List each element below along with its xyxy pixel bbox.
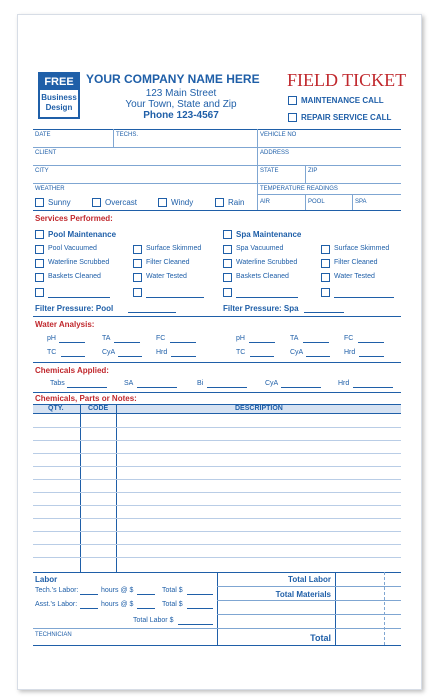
divider [33,392,401,393]
zip-field[interactable]: ZIP [308,168,318,174]
company-street: 123 Main Street [145,88,217,99]
custom-service-line[interactable] [48,297,110,298]
address-field[interactable]: ADDRESS [260,150,290,156]
filter-pressure-pool-input[interactable] [128,312,176,313]
logo-top-text: FREE [40,74,78,90]
maintenance-call-label: MAINTENANCE CALL [301,96,384,105]
table-row[interactable] [33,453,401,454]
spa-hrd-input[interactable] [359,356,384,357]
divider [335,572,336,645]
assts-total-label: Total $ [162,601,183,608]
pool-fc-input[interactable] [170,342,196,343]
spa-ph-label: pH [236,335,245,342]
divider [217,586,401,587]
divider [33,183,401,184]
service-checkbox[interactable] [133,259,142,268]
company-phone: Phone 123-4567 [143,110,219,121]
company-name: YOUR COMPANY NAME HERE [86,72,260,86]
pool-cya-label: CyA [102,349,116,356]
pool-hrd-input[interactable] [171,356,196,357]
spa-maintenance-checkbox[interactable] [223,230,232,239]
repair-call-label: REPAIR SERVICE CALL [301,113,392,122]
table-row[interactable] [33,466,401,467]
service-checkbox[interactable] [223,273,232,282]
spa-ph-input[interactable] [249,342,275,343]
weather-sunny-label: Sunny [48,198,71,207]
spa-cya-input[interactable] [306,356,330,357]
col-code-header: CODE [88,405,109,412]
chem-cya-label: CyA [265,380,279,387]
table-row[interactable] [33,427,401,428]
weather-overcast-label: Overcast [105,198,138,207]
spa-maintenance-label: Spa Maintenance [236,230,302,239]
spa-cya-label: CyA [290,349,304,356]
service-label: Water Tested [334,273,375,280]
divider [217,628,401,629]
pool-temp-field[interactable]: POOL [308,199,325,205]
weather-rain-checkbox[interactable] [215,198,224,207]
techs-hours-input[interactable] [80,594,98,595]
service-checkbox[interactable] [35,245,44,254]
total-labor-line-label: Total Labor $ [133,617,174,624]
table-row[interactable] [33,492,401,493]
divider [305,165,306,183]
chem-hrd-label: Hrd [338,380,350,387]
techs-total-input[interactable] [187,594,213,595]
table-row[interactable] [33,544,401,545]
city-field[interactable]: CITY [35,168,49,174]
vehicle-no-field[interactable]: VEHICLE NO [260,132,297,138]
assts-hours-label: hours @ $ [101,601,134,608]
service-label: Spa Vacuumed [236,245,284,252]
page-title: FIELD TICKET [287,70,407,90]
labor-heading: Labor [35,575,58,584]
techs-rate-input[interactable] [137,594,155,595]
custom-service-checkbox[interactable] [223,288,232,297]
pool-ta-input[interactable] [114,342,140,343]
divider [33,147,401,148]
chem-sa-label: SA [124,380,134,387]
pool-maintenance-label: Pool Maintenance [48,230,117,239]
logo-line-2: Design [45,103,73,112]
weather-windy-checkbox[interactable] [158,198,167,207]
chem-hrd-input[interactable] [353,387,393,388]
technician-signature-field[interactable]: TECHNICIAN [35,632,72,638]
divider [305,194,306,210]
chemicals-applied-heading: Chemicals Applied: [35,366,109,375]
table-row[interactable] [33,479,401,480]
custom-service-checkbox[interactable] [321,288,330,297]
total-labor-label: Total Labor [288,575,331,584]
client-field[interactable]: CLIENT [35,150,57,156]
divider [217,572,218,645]
service-label: Waterline Scrubbed [48,259,110,266]
divider [384,572,385,645]
service-checkbox[interactable] [35,259,44,268]
col-qty-header: QTY. [48,405,64,412]
custom-service-line[interactable] [236,297,298,298]
service-label: Surface Skimmed [146,245,202,252]
service-label: Filter Cleaned [334,259,378,266]
divider [217,600,401,601]
divider [33,210,401,211]
state-field[interactable]: STATE [260,168,279,174]
service-label: Filter Cleaned [146,259,190,266]
divider [113,129,114,147]
custom-service-line[interactable] [334,297,394,298]
assts-rate-input[interactable] [137,608,155,609]
weather-overcast-checkbox[interactable] [92,198,101,207]
filter-pressure-spa-label: Filter Pressure: Spa [223,304,299,313]
divider [116,404,117,572]
air-temp-field[interactable]: AIR [260,199,271,205]
divider [33,645,401,646]
assts-hours-input[interactable] [80,608,98,609]
pool-fc-label: FC [156,335,166,342]
spa-fc-label: FC [344,335,354,342]
service-checkbox[interactable] [321,273,330,282]
table-row[interactable] [33,518,401,519]
spa-tc-input[interactable] [250,356,274,357]
chem-bi-label: Bi [197,380,204,387]
total-labor-line-input[interactable] [178,624,213,625]
weather-windy-label: Windy [171,198,194,207]
service-label: Waterline Scrubbed [236,259,298,266]
pool-cya-input[interactable] [118,356,142,357]
temperature-label: TEMPERATURE READINGS [260,186,338,192]
total-materials-label: Total Materials [275,590,331,599]
divider [33,628,217,629]
techs-hours-label: hours @ $ [101,587,134,594]
chem-bi-input[interactable] [207,387,247,388]
table-row[interactable] [33,505,401,506]
weather-sunny-checkbox[interactable] [35,198,44,207]
table-row[interactable] [33,531,401,532]
pool-tc-label: TC [47,349,57,356]
divider [257,194,401,195]
spa-fc-input[interactable] [358,342,384,343]
spa-tc-label: TC [236,349,246,356]
techs-field[interactable]: TECHS. [116,132,139,138]
pool-hrd-label: Hrd [156,349,168,356]
chem-sa-input[interactable] [137,387,177,388]
service-checkbox[interactable] [35,273,44,282]
divider [80,404,81,572]
repair-call-checkbox[interactable] [288,113,297,122]
spa-ta-label: TA [290,335,299,342]
weather-label: WEATHER [35,186,65,192]
weather-rain-label: Rain [228,198,245,207]
pool-maintenance-checkbox[interactable] [35,230,44,239]
chem-tabs-input[interactable] [67,387,107,388]
table-row[interactable] [33,440,401,441]
service-label: Pool Vacuumed [48,245,97,252]
custom-service-checkbox[interactable] [133,288,142,297]
chem-cya-input[interactable] [281,387,321,388]
filter-pressure-spa-input[interactable] [304,312,344,313]
divider [33,362,401,363]
divider [33,316,401,317]
service-checkbox[interactable] [321,259,330,268]
maintenance-call-checkbox[interactable] [288,96,297,105]
service-checkbox[interactable] [223,259,232,268]
pool-ta-label: TA [102,335,111,342]
pool-ph-input[interactable] [59,342,85,343]
divider [352,194,353,210]
divider [33,165,401,166]
filter-pressure-pool-label: Filter Pressure: Pool [35,304,114,313]
service-checkbox[interactable] [133,273,142,282]
techs-total-label: Total $ [162,587,183,594]
service-checkbox[interactable] [321,245,330,254]
pool-ph-label: pH [47,335,56,342]
assts-labor-label: Asst.'s Labor: [35,601,78,608]
service-checkbox[interactable] [223,245,232,254]
custom-service-line[interactable] [146,297,204,298]
service-checkbox[interactable] [133,245,142,254]
spa-temp-field[interactable]: SPA [355,199,367,205]
services-heading: Services Performed: [35,214,113,223]
assts-total-input[interactable] [187,608,213,609]
divider [33,129,401,130]
grand-total-label: Total [310,633,331,643]
custom-service-checkbox[interactable] [35,288,44,297]
spa-hrd-label: Hrd [344,349,356,356]
pool-tc-input[interactable] [61,356,85,357]
divider [257,129,258,210]
divider [217,614,401,615]
spa-ta-input[interactable] [303,342,329,343]
service-label: Surface Skimmed [334,245,390,252]
logo-line-1: Business [41,93,77,102]
service-label: Baskets Cleaned [236,273,289,280]
chem-tabs-label: Tabs [50,380,65,387]
service-label: Baskets Cleaned [48,273,101,280]
table-row[interactable] [33,557,401,558]
col-description-header: DESCRIPTION [235,405,283,412]
techs-labor-label: Tech.'s Labor: [35,587,79,594]
company-city: Your Town, State and Zip [125,99,237,110]
water-analysis-heading: Water Analysis: [35,320,95,329]
company-logo [38,72,80,119]
parts-notes-heading: Chemicals, Parts or Notes: [35,394,137,403]
service-label: Water Tested [146,273,187,280]
date-field[interactable]: DATE [35,132,51,138]
